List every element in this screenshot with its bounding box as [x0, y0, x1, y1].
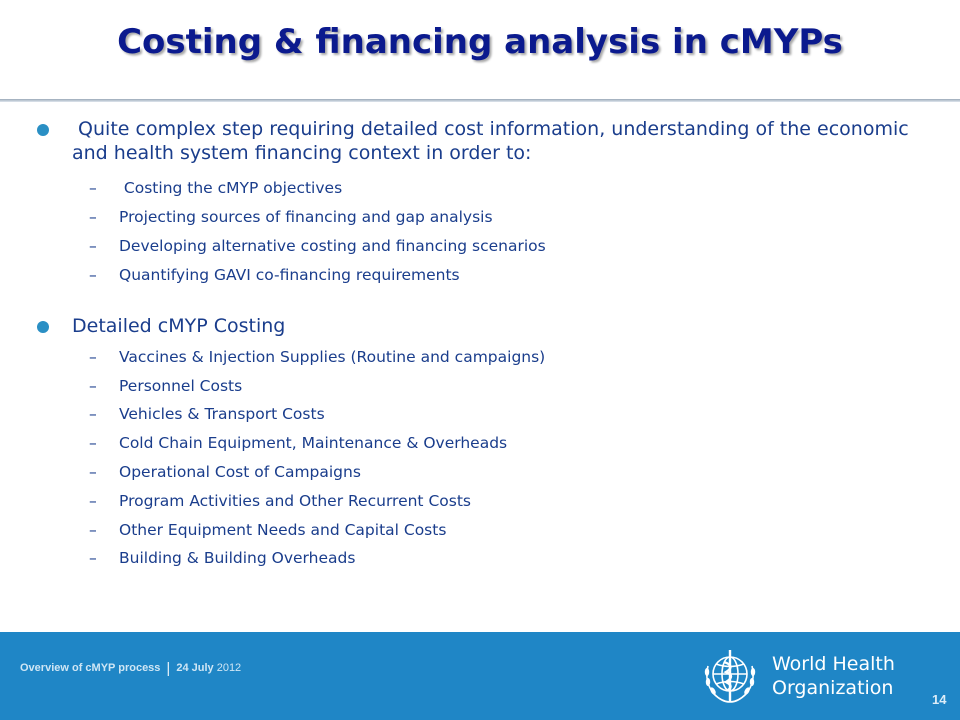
sub-item: [89, 236, 899, 256]
bullet-item: [72, 314, 922, 338]
bullet-item: [72, 117, 922, 165]
sub-item-text: Other Equipment Needs and Capital Costs: [119, 521, 447, 539]
sub-item-text: Operational Cost of Campaigns: [119, 463, 361, 481]
dash-icon: –: [89, 521, 97, 539]
sub-item-text: Quantifying GAVI co-financing requirements: [119, 266, 460, 284]
sub-item: [89, 548, 899, 568]
sub-item: [89, 207, 899, 227]
slide-title: Costing & financing analysis in cMYPs: [117, 22, 843, 62]
who-emblem-icon: [698, 644, 762, 708]
sub-item: [89, 433, 899, 453]
sub-item: [89, 404, 899, 424]
dash-icon: –: [89, 463, 97, 481]
sub-item: [89, 265, 899, 285]
sub-item-text: Projecting sources of financing and gap analysis: [119, 208, 493, 226]
dash-icon: –: [89, 179, 97, 197]
sub-item-text: Developing alternative costing and financing scenarios: [119, 237, 546, 255]
presentation-title: Overview of cMYP process: [20, 662, 161, 674]
bullet-text: Quite complex step requiring detailed cost information, understanding of the economic and health system financing context in order to:: [72, 118, 915, 164]
dash-icon: –: [89, 237, 97, 255]
page-number: 14: [932, 692, 947, 707]
sub-item: [89, 520, 899, 540]
org-name-line2: Organization: [772, 677, 894, 699]
presentation-date: 24 July: [176, 662, 214, 674]
sub-item: [89, 376, 899, 396]
footer-separator: |: [166, 660, 171, 677]
dash-icon: –: [89, 377, 97, 395]
dash-icon: –: [89, 549, 97, 567]
dash-icon: –: [89, 208, 97, 226]
sub-item-text: Costing the cMYP objectives: [119, 179, 343, 197]
bullet-icon: [37, 124, 49, 136]
bullet-text: Detailed cMYP Costing: [72, 315, 286, 337]
footer-caption: [20, 660, 241, 677]
sub-item: [89, 178, 899, 198]
bullet-icon: [37, 321, 49, 333]
dash-icon: –: [89, 348, 97, 366]
org-name-line1: World Health: [772, 653, 895, 675]
dash-icon: –: [89, 434, 97, 452]
sub-item: [89, 462, 899, 482]
sub-item-text: Personnel Costs: [119, 377, 243, 395]
sub-item: [89, 347, 899, 367]
dash-icon: –: [89, 492, 97, 510]
title-divider: [0, 99, 960, 102]
sub-item-text: Vaccines & Injection Supplies (Routine and campaigns): [119, 348, 546, 366]
sub-item-text: Vehicles & Transport Costs: [119, 405, 325, 423]
footer-bar: [0, 632, 960, 720]
dash-icon: –: [89, 405, 97, 423]
who-wordmark: [772, 652, 912, 700]
sub-item-text: Building & Building Overheads: [119, 549, 356, 567]
sub-item-text: Cold Chain Equipment, Maintenance & Overheads: [119, 434, 508, 452]
sub-item: [89, 491, 899, 511]
sub-item-text: Program Activities and Other Recurrent Costs: [119, 492, 471, 510]
presentation-year: 2012: [216, 662, 242, 674]
dash-icon: –: [89, 266, 97, 284]
